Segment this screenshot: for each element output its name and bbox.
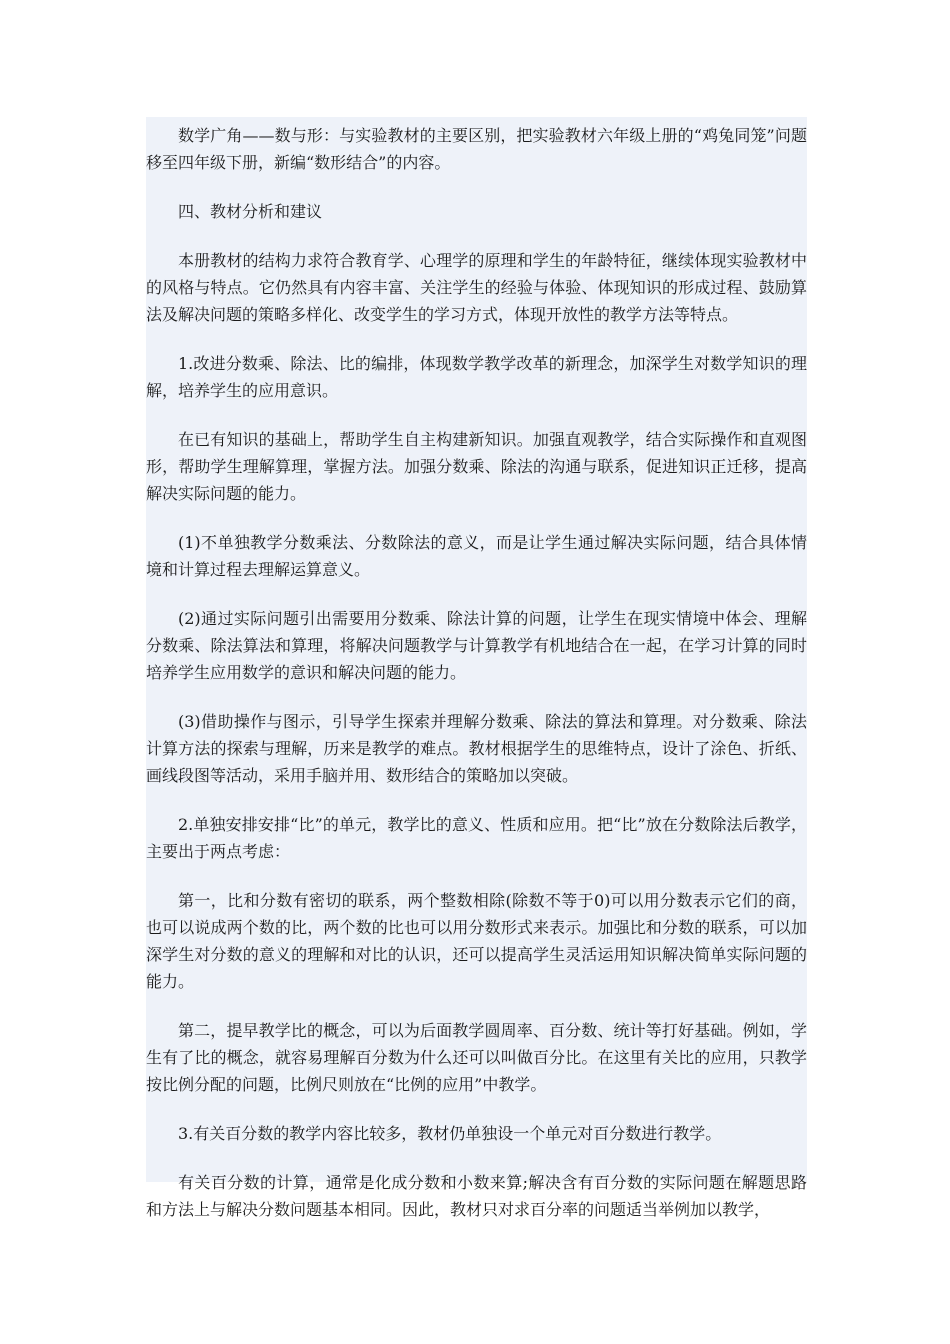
paragraph-percent-calc: 有关百分数的计算，通常是化成分数和小数来算;解决含有百分数的实际问题在解题思路和方法上与解决分数问题基本相同。因此，教材只对求百分率的问题适当举例加以教学， (146, 1173, 807, 1219)
paragraph-point-1: 1.改进分数乘、除法、比的编排，体现数学教学改革的新理念，加深学生对数学知识的理解，培养学生的应用意识。 (146, 354, 807, 400)
paragraph-point-2: 2.单独安排安排“比”的单元，教学比的意义、性质和应用。把“比”放在分数除法后教学，主要出于两点考虑： (146, 815, 807, 861)
paragraph-gap (146, 1147, 807, 1169)
paragraph-gap (146, 225, 807, 247)
paragraph-gap (146, 404, 807, 426)
paragraph-gap (146, 507, 807, 529)
paragraph-first-reason: 第一，比和分数有密切的联系，两个整数相除(除数不等于0)可以用分数表示它们的商，也可以说成两个数的比，两个数的比也可以用分数形式来表示。加强比和分数的联系，可以加深学生对分数的意义的理解和对比的认识，还可以提高学生灵活运用知识解决简单实际问题的能力。 (146, 891, 807, 991)
paragraph-gap (146, 176, 807, 198)
paragraph-item-3: (3)借助操作与图示，引导学生探索并理解分数乘、除法的算法和算理。对分数乘、除法计算方法的探索与理解，历来是教学的难点。教材根据学生的思维特点，设计了涂色、折纸、画线段图等活动，采用手脑并用、数形结合的策略加以突破。 (146, 712, 807, 785)
paragraph-existing-knowledge: 在已有知识的基础上，帮助学生自主构建新知识。加强直观教学，结合实际操作和直观图形，帮助学生理解算理，掌握方法。加强分数乘、除法的沟通与联系，促进知识正迁移，提高解决实际问题的能力。 (146, 430, 807, 503)
paragraph-structure: 本册教材的结构力求符合教育学、心理学的原理和学生的年龄特征，继续体现实验教材中的风格与特点。它仍然具有内容丰富、关注学生的经验与体验、体现知识的形成过程、鼓励算法及解决问题的策略多样化、改变学生的学习方式，体现开放性的教学方法等特点。 (146, 251, 807, 324)
paragraph-gap (146, 865, 807, 887)
paragraph-item-2: (2)通过实际问题引出需要用分数乘、除法计算的问题，让学生在现实情境中体会、理解分数乘、除法算法和算理，将解决问题教学与计算教学有机地结合在一起，在学习计算的同时培养学生应用数学的意识和解决问题的能力。 (146, 609, 807, 682)
paragraph-gap (146, 583, 807, 605)
document-body (146, 117, 807, 1219)
paragraph-gap (146, 328, 807, 350)
paragraph-point-3: 3.有关百分数的教学内容比较多，教材仍单独设一个单元对百分数进行教学。 (178, 1124, 722, 1143)
paragraph-gap (146, 789, 807, 811)
paragraph-gap (146, 1098, 807, 1120)
paragraph-math-wide-angle: 数学广角——数与形：与实验教材的主要区别，把实验教材六年级上册的“鸡兔同笼”问题移至四年级下册，新编“数形结合”的内容。 (146, 126, 807, 172)
paragraph-item-1: (1)不单独教学分数乘法、分数除法的意义，而是让学生通过解决实际问题，结合具体情境和计算过程去理解运算意义。 (146, 533, 807, 579)
paragraph-gap (146, 686, 807, 708)
section-heading-analysis: 四、教材分析和建议 (178, 202, 323, 221)
paragraph-gap (146, 995, 807, 1017)
paragraph-second-reason: 第二，提早教学比的概念，可以为后面教学圆周率、百分数、统计等打好基础。例如，学生有了比的概念，就容易理解百分数为什么还可以叫做百分比。在这里有关比的应用，只教学按比例分配的问题，比例尺则放在“比例的应用”中教学。 (146, 1021, 807, 1094)
